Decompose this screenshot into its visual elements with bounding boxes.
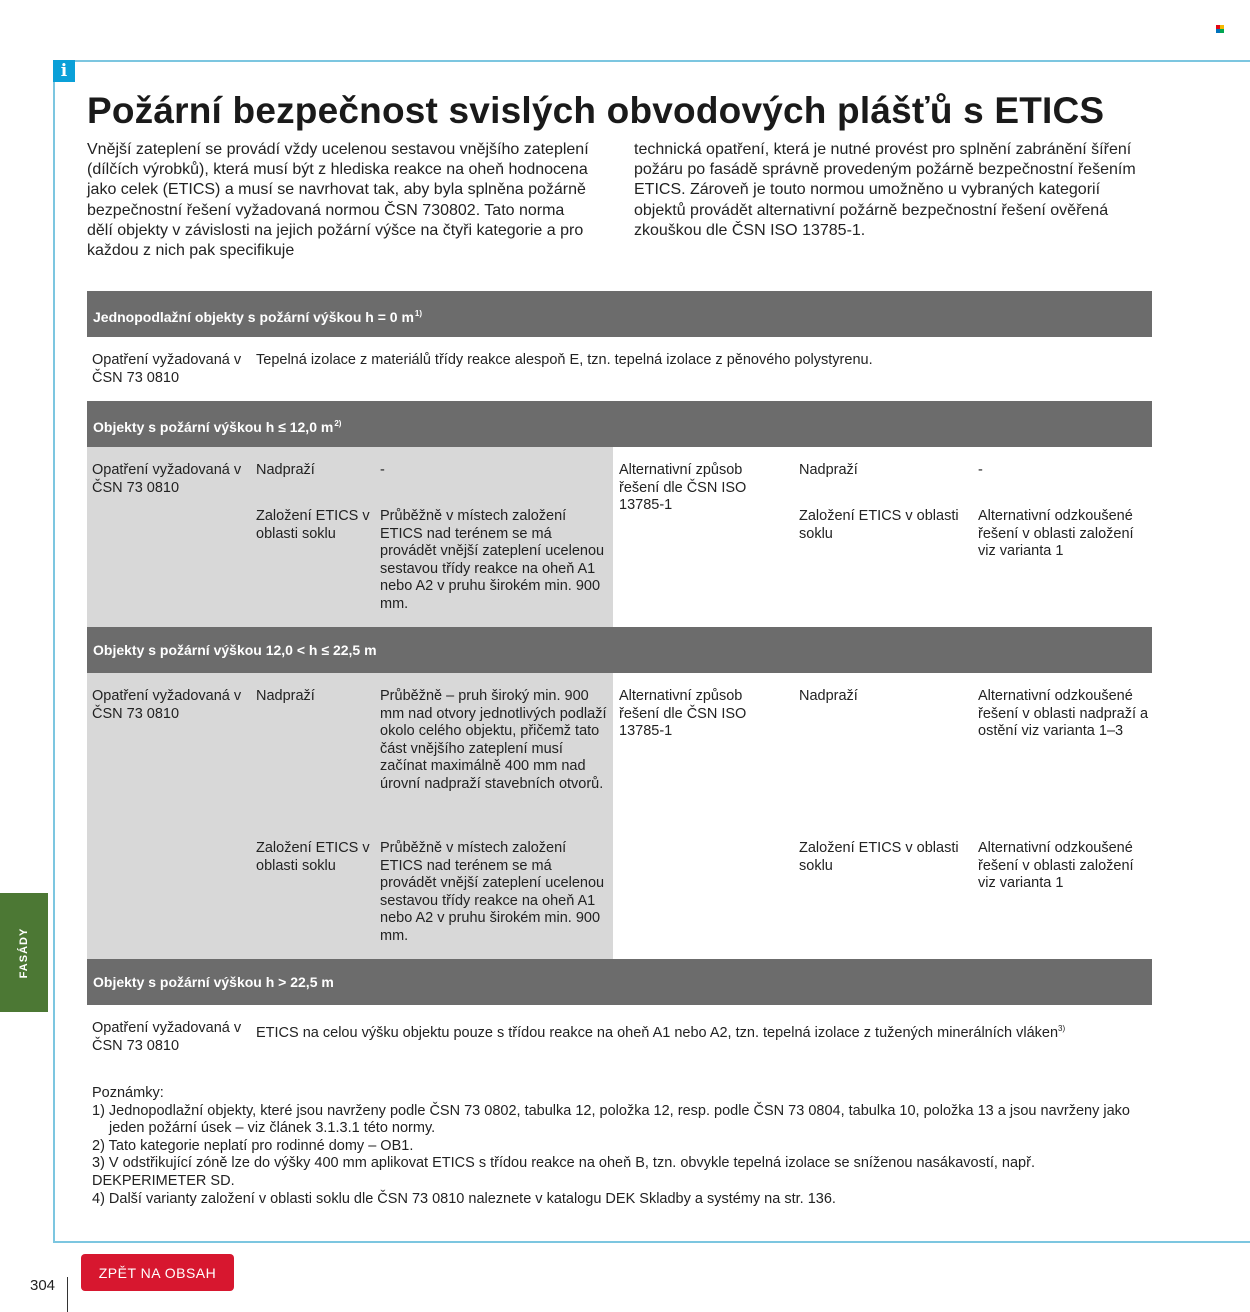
alt-row-solution: - [978, 462, 983, 478]
footnotes [92, 1085, 1152, 1208]
requirement-label: Opatření vyžadovaná v ČSN 73 0810 [92, 352, 242, 386]
publisher-logo-icon [1216, 25, 1226, 35]
section-header: Objekty s požární výškou 12,0 < h ≤ 22,5 m [87, 627, 1152, 673]
section-header: Objekty s požární výškou h ≤ 12,0 $m^{2)}$ [87, 401, 1152, 447]
section-header: Objekty s požární výškou h > 22,5 m [87, 959, 1152, 1005]
notes-title: Poznámky: [92, 1085, 164, 1101]
alt-row-item: Nadpraží [799, 688, 858, 704]
row-requirement: Průběžně – pruh široký min. 900 mm nad otvory jednotlivých podlaží okolo celého objektu, přičemž tato část vnějšího zateplení musí začínat maximálně 400 mm nad úrovní nadpraží stavebních otvorů. [380, 688, 607, 792]
alternative-label: Alternativní způsob řešení dle ČSN ISO 13785-1 [619, 462, 747, 514]
requirement-label: Opatření vyžadovaná v ČSN 73 0810 [92, 462, 242, 496]
section-side-tab[interactable] [0, 893, 48, 1012]
intro-text-left: Vnější zateplení se provádí vždy ucelenou sestavou vnějšího zateplení (dílčích výrobků), která musí být z hlediska reakce na oheň hodnocena jako celek (ETICS) a musí se navrhovat tak, aby byla splněna požárně bezpečnostní řešení vyžadovaná normou ČSN 730802. Tato norma dělí objekty v závislosti na jejich požární výšce na čtyři kategorie a pro každou z nich pak specifikuje [87, 141, 589, 260]
page-divider [67, 1277, 68, 1312]
note-item: 3) V odstřikující zóně lze do výšky 400 mm aplikovat ETICS s třídou reakce na oheň B, tzn. obvykle tepelná izolace se sníženou nasákavostí, např. DEKPERIMETER SD. [92, 1155, 1035, 1189]
requirement-label: Opatření vyžadovaná v ČSN 73 0810 [92, 688, 242, 722]
row-requirement: - [380, 462, 385, 478]
row-item: Založení ETICS v oblasti soklu [256, 508, 370, 542]
side-tab-label: FASÁDY [18, 927, 30, 979]
row-requirement: Průběžně v místech založení ETICS nad terénem se má provádět vnější zateplení ucelenou sestavou třídy reakce na oheň A1 nebo A2 v pruhu širokém min. 900 mm. [380, 840, 605, 944]
alt-row-item: Nadpraží [799, 462, 858, 478]
page-title: Požární bezpečnost svislých obvodových plášťů s ETICS [87, 90, 1105, 131]
alt-row-solution: Alternativní odzkoušené řešení v oblasti založení viz varianta 1 [978, 840, 1134, 892]
intro-text-right: technická opatření, která je nutné provést pro splnění zabránění šíření požáru po fasádě správně provedeným požárně bezpečnostní řešením ETICS. Zároveň je touto normou umožněno u vybraných kategorií objektů provádět alternativní požárně bezpečnostní řešení ověřená zkouškou dle ČSN ISO 13785-1. [634, 141, 1136, 239]
alt-row-solution: Alternativní odzkoušené řešení v oblasti založení viz varianta 1 [978, 508, 1134, 560]
row-item: Nadpraží [256, 688, 315, 704]
row-requirement: Průběžně v místech založení ETICS nad terénem se má provádět vnější zateplení ucelenou sestavou třídy reakce na oheň A1 nebo A2 v pruhu širokém min. 900 mm. [380, 508, 605, 612]
alternative-label: Alternativní způsob řešení dle ČSN ISO 13785-1 [619, 688, 747, 740]
alt-row-item: Založení ETICS v oblasti soklu [799, 840, 959, 874]
requirement-label: Opatření vyžadovaná v ČSN 73 0810 [92, 1020, 242, 1054]
note-item: 4) Další varianty založení v oblasti soklu dle ČSN 73 0810 naleznete v katalogu DEK Skladby a systémy na str. 136. [92, 1190, 836, 1207]
row-item: Nadpraží [256, 462, 315, 478]
row-item: Založení ETICS v oblasti soklu [256, 840, 370, 874]
alt-row-item: Založení ETICS v oblasti soklu [799, 508, 959, 542]
info-icon: i [53, 60, 75, 82]
note-item: 1) Jednopodlažní objekty, které jsou navrženy podle ČSN 73 0802, tabulka 12, položka 12, resp. podle ČSN 73 0804, tabulka 10, položka 13 a jsou navrženy jako jeden požární úsek – viz článek 3.1.3.1 této normy. [92, 1102, 1130, 1137]
note-item: 2) Tato kategorie neplatí pro rodinné domy – OB1. [92, 1137, 414, 1154]
requirement-text: ETICS na celou výšku objektu pouze s třídou reakce na oheň A1 nebo A2, tzn. tepelná izolace z tužených minerálních vláken$^{3)}$ [256, 1024, 1066, 1041]
page-number: 304 [30, 1277, 56, 1294]
alt-row-solution: Alternativní odzkoušené řešení v oblasti nadpraží a ostění viz varianta 1–3 [978, 688, 1149, 740]
requirement-text: Tepelná izolace z materiálů třídy reakce alespoň E, tzn. tepelná izolace z pěnového polystyrenu. [256, 352, 873, 368]
back-to-contents-button[interactable]: ZPĚT NA OBSAH [81, 1254, 234, 1291]
section-header: Jednopodlažní objekty s požární výškou h = 0 $m^{1)}$ [87, 291, 1152, 337]
